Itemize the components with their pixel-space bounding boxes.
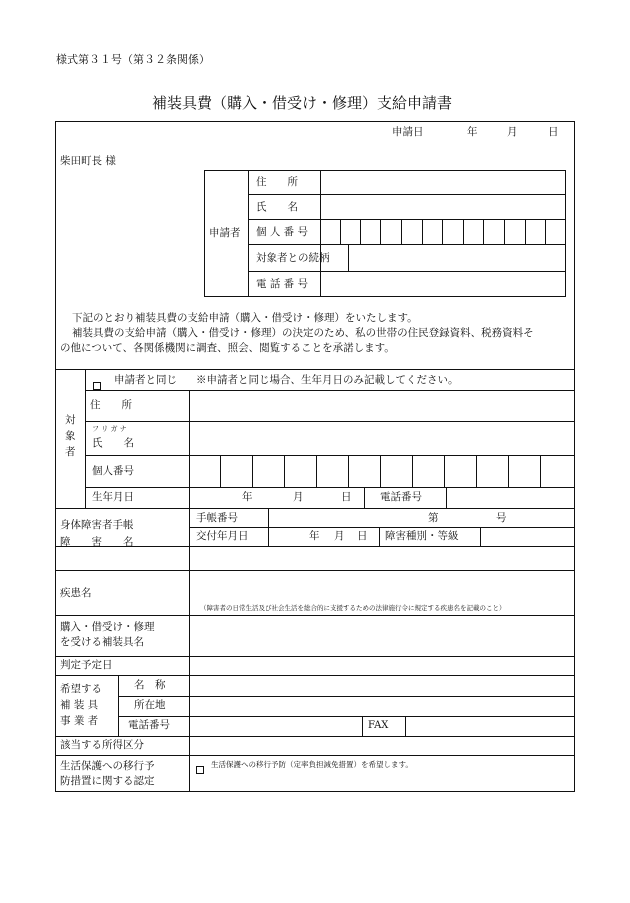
device-label-2: を受ける補装具名 bbox=[60, 636, 144, 648]
vendor-location-label: 所在地 bbox=[134, 699, 166, 711]
welfare-option-text: 生活保護への移行予防（定率負担減免措置）を希望します。 bbox=[211, 760, 413, 769]
vendor-phone-label: 電話番号 bbox=[128, 719, 170, 731]
disease-label: 疾患名 bbox=[60, 587, 92, 599]
statement-line-1: 下記のとおり補装具費の支給申請（購入・借受け・修理）をいたします。 bbox=[72, 312, 418, 324]
issue-day: 日 bbox=[357, 530, 368, 542]
applicant-address-label: 住 所 bbox=[256, 176, 298, 188]
subject-group-label-1: 対 bbox=[65, 414, 76, 426]
addressee: 柴田町長 様 bbox=[60, 155, 116, 167]
device-label-1: 購入・借受け・修理 bbox=[60, 621, 155, 633]
subject-group-label-3: 者 bbox=[65, 446, 76, 458]
handbook-label: 身体障害者手帳 bbox=[60, 519, 134, 531]
income-category-label: 該当する所得区分 bbox=[60, 739, 144, 751]
subject-group-label-2: 象 bbox=[65, 430, 76, 442]
disease-note: （障害者の日常生活及び社会生活を総合的に支援するための法律施行令に規定する疾患名を記載のこと） bbox=[200, 604, 506, 612]
subject-birth-label: 生年月日 bbox=[92, 491, 134, 503]
subject-phone-label: 電話番号 bbox=[380, 491, 422, 503]
same-as-applicant-checkbox[interactable] bbox=[93, 375, 101, 394]
issue-month: 月 bbox=[334, 530, 345, 542]
subject-id-label: 個人番号 bbox=[92, 465, 134, 477]
date-label: 申請日 bbox=[392, 126, 424, 138]
disability-grade-label: 障害種別・等級 bbox=[385, 530, 459, 542]
welfare-checkbox[interactable] bbox=[196, 759, 204, 778]
vendor-fax-label: FAX bbox=[368, 720, 389, 731]
statement-line-3: の他について、各関係機関に調査、照会、閲覧することを承諾します。 bbox=[60, 342, 395, 354]
vendor-group-label-2: 補 装 具 bbox=[60, 699, 99, 711]
applicant-id-label: 個 人 番 号 bbox=[256, 226, 309, 238]
date-year: 年 bbox=[467, 126, 478, 138]
birth-year: 年 bbox=[242, 491, 253, 503]
judgment-date-label: 判定予定日 bbox=[60, 659, 113, 671]
issue-year: 年 bbox=[309, 530, 320, 542]
welfare-label-1: 生活保護への移行予 bbox=[60, 760, 155, 772]
handbook-number-label: 手帳番号 bbox=[196, 512, 238, 524]
vendor-group-label-3: 事 業 者 bbox=[60, 715, 99, 727]
birth-day: 日 bbox=[341, 491, 352, 503]
applicant-group-label: 申請者 bbox=[209, 227, 241, 239]
subject-name-label: 氏 名 bbox=[92, 437, 134, 449]
applicant-relation-label: 対象者との続柄 bbox=[256, 252, 330, 264]
subject-furigana-label: フ リ ガ ナ bbox=[92, 425, 127, 433]
statement-line-2: 補装具費の支給申請（購入・借受け・修理）の決定のため、私の世帯の住民登録資料、税務資料そ bbox=[72, 327, 534, 339]
vendor-group-label-1: 希望する bbox=[60, 683, 102, 695]
vendor-name-label: 名 称 bbox=[134, 679, 166, 691]
handbook-number-suffix: 号 bbox=[496, 512, 507, 524]
applicant-name-label: 氏 名 bbox=[256, 201, 298, 213]
form-number: 様式第３１号（第３２条関係） bbox=[56, 53, 210, 66]
date-day: 日 bbox=[548, 126, 559, 138]
same-as-applicant-note: ※申請者と同じ場合、生年月日のみ記載してください。 bbox=[196, 374, 459, 386]
same-as-applicant-label: 申請者と同じ bbox=[114, 374, 177, 386]
welfare-label-2: 防措置に関する認定 bbox=[60, 775, 155, 787]
form-title: 補装具費（購入・借受け・修理）支給申請書 bbox=[152, 94, 453, 112]
disability-name-label: 障 害 名 bbox=[60, 536, 134, 548]
issue-date-label: 交付年月日 bbox=[196, 530, 249, 542]
handbook-number-prefix: 第 bbox=[428, 512, 439, 524]
date-month: 月 bbox=[507, 126, 518, 138]
subject-address-label: 住 所 bbox=[90, 399, 132, 411]
birth-month: 月 bbox=[293, 491, 304, 503]
applicant-phone-label: 電 話 番 号 bbox=[256, 278, 309, 290]
